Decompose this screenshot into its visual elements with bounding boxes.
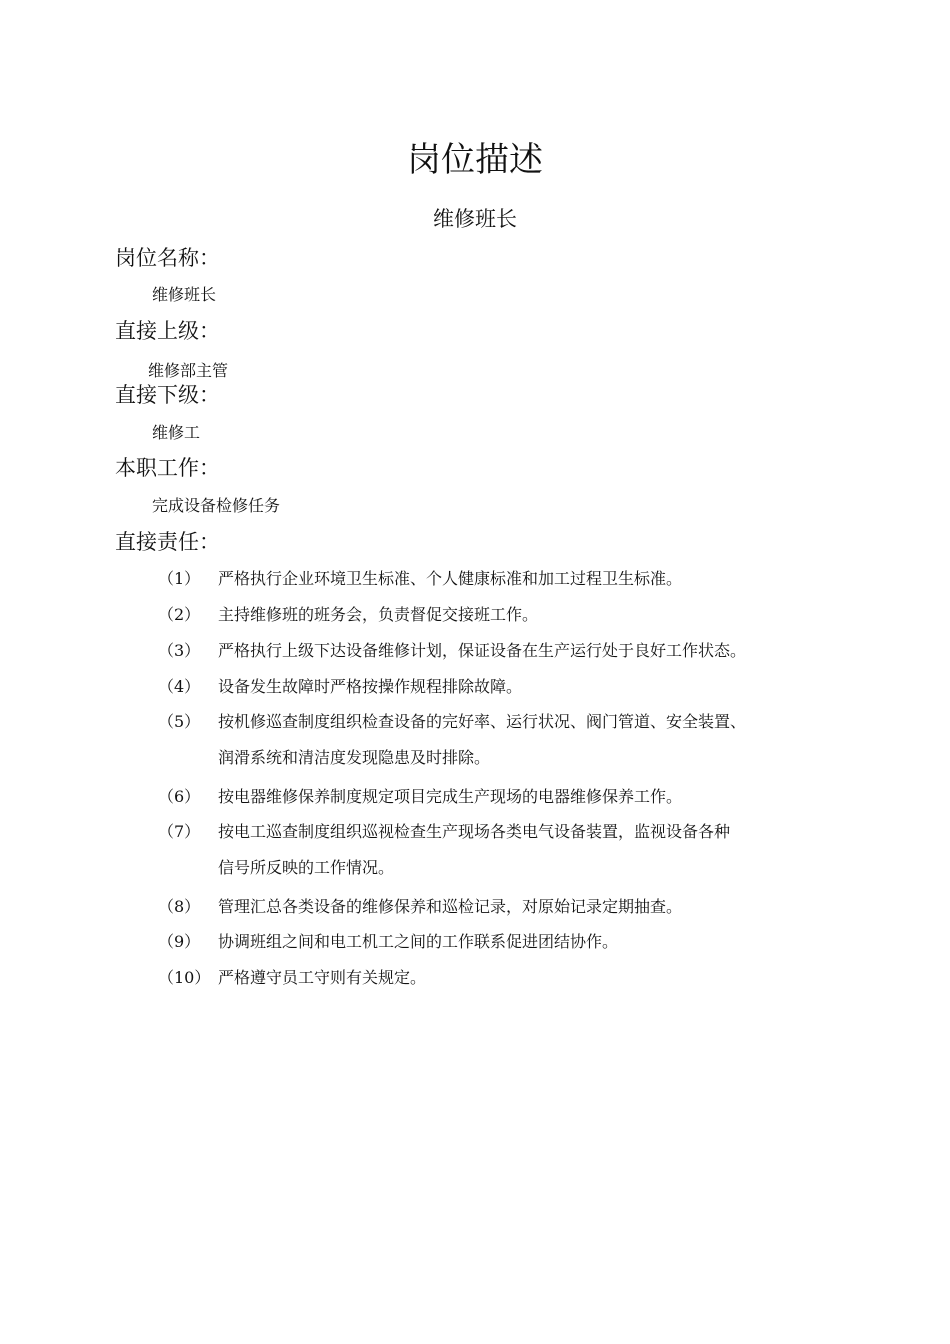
duty-text: 严格遵守员工守则有关规定。 [218, 968, 427, 987]
duty-text: 按电工巡查制度组织巡视检查生产现场各类电气设备装置，监视设备各种 [218, 822, 731, 841]
duty-text: 严格执行上级下达设备维修计划，保证设备在生产运行处于良好工作状态。 [218, 641, 747, 660]
duty-number: （1） [158, 569, 201, 588]
section-label-position-name: 岗位名称： [115, 246, 220, 270]
section-label-main-work: 本职工作： [115, 456, 220, 480]
duty-text: 协调班组之间和电工机工之间的工作联系促进团结协作。 [218, 932, 619, 951]
duty-text: 主持维修班的班务会，负责督促交接班工作。 [218, 605, 539, 624]
document-title: 岗位描述 [407, 140, 543, 180]
section-value-main-work: 完成设备检修任务 [152, 496, 281, 515]
duty-text-continued: 润滑系统和清洁度发现隐患及时排除。 [218, 748, 491, 767]
document-subtitle: 维修班长 [433, 207, 517, 231]
section-value-direct-subordinate: 维修工 [152, 423, 201, 442]
section-label-responsibilities: 直接责任： [115, 530, 220, 554]
duty-number: （3） [158, 641, 201, 660]
duty-text: 按电器维修保养制度规定项目完成生产现场的电器维修保养工作。 [218, 787, 683, 806]
section-label-direct-superior: 直接上级： [115, 319, 220, 343]
section-value-position-name: 维修班长 [152, 285, 217, 304]
duty-number: （2） [158, 605, 201, 624]
duty-text: 按机修巡查制度组织检查设备的完好率、运行状况、阀门管道、安全装置、 [218, 712, 747, 731]
duty-text: 严格执行企业环境卫生标准、个人健康标准和加工过程卫生标准。 [218, 569, 683, 588]
duty-number: （6） [158, 787, 201, 806]
duty-text: 管理汇总各类设备的维修保养和巡检记录，对原始记录定期抽查。 [218, 897, 683, 916]
duty-text: 设备发生故障时严格按操作规程排除故障。 [218, 677, 523, 696]
duty-number: （9） [158, 932, 201, 951]
duty-number: （10） [158, 968, 211, 987]
duty-number: （7） [158, 822, 201, 841]
duty-number: （8） [158, 897, 201, 916]
section-value-direct-superior: 维修部主管 [148, 361, 229, 380]
duty-number: （5） [158, 712, 201, 731]
duty-text-continued: 信号所反映的工作情况。 [218, 858, 395, 877]
section-label-direct-subordinate: 直接下级： [115, 383, 220, 407]
duty-number: （4） [158, 677, 201, 696]
